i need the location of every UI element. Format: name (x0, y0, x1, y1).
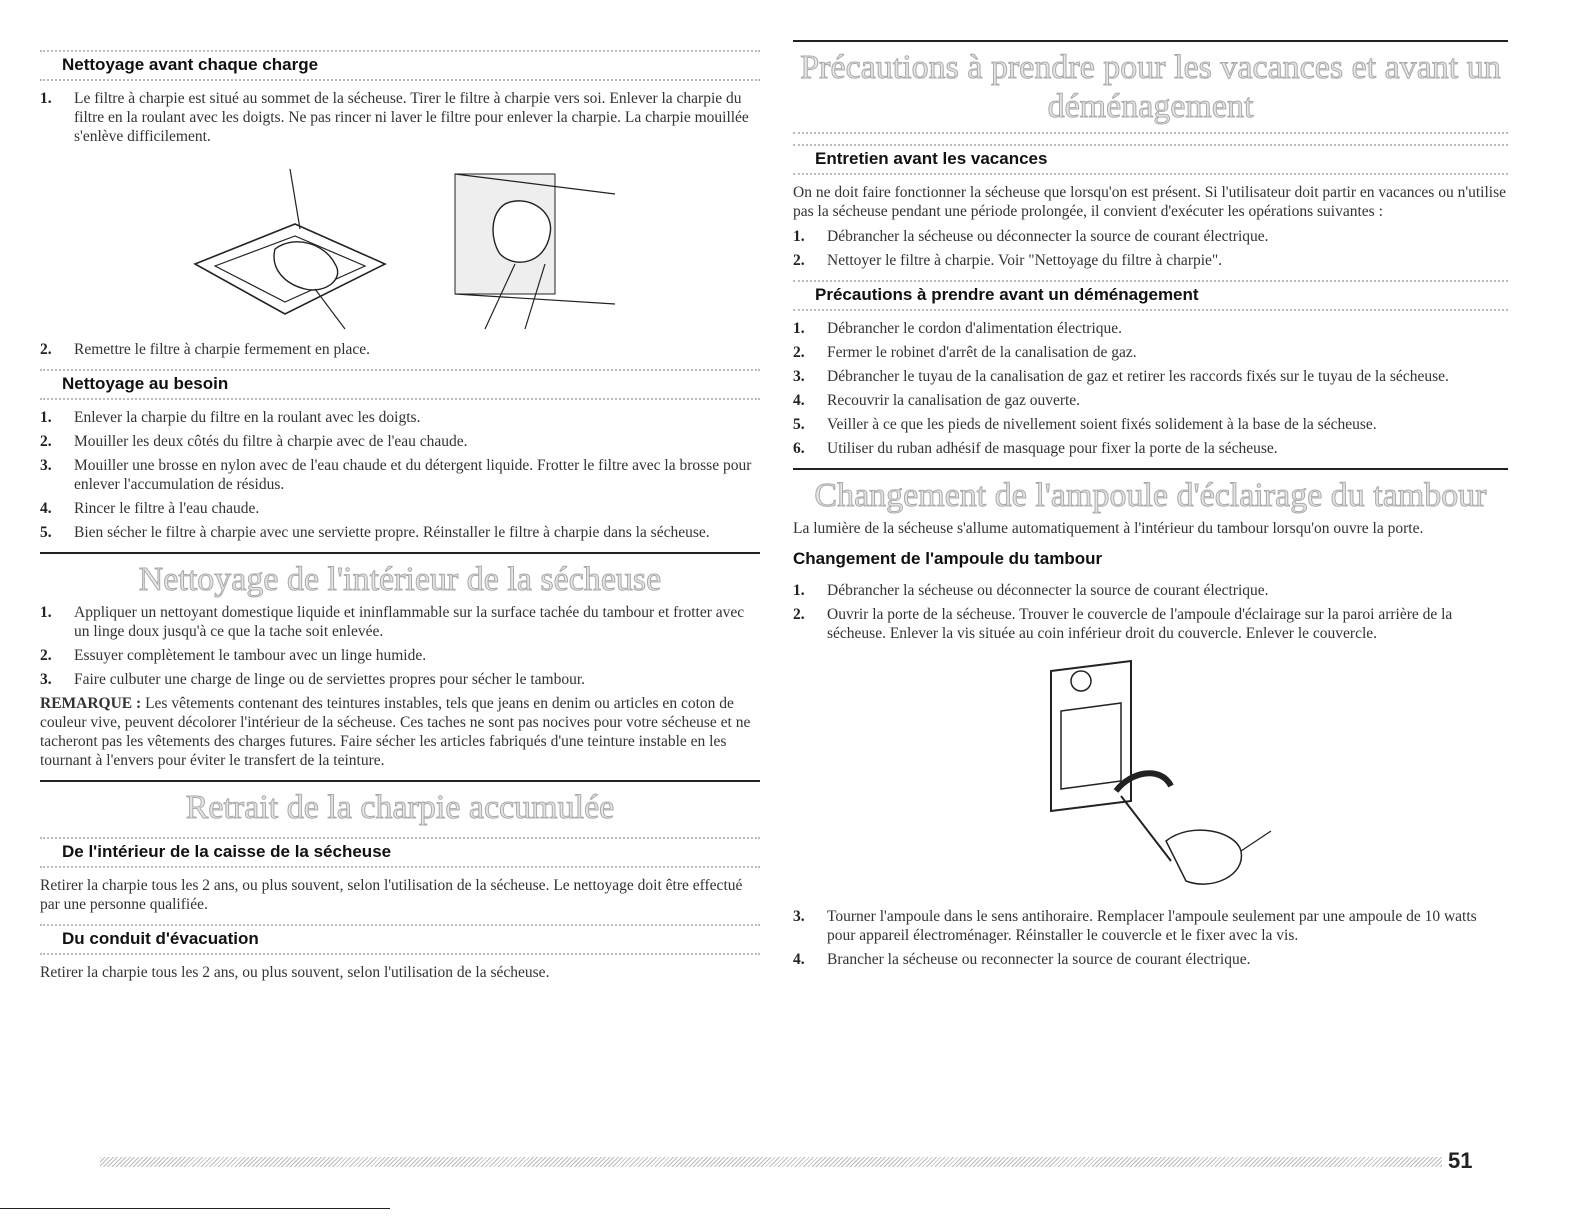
list-item: 3. Débrancher le tuyau de la canalisation de gaz et retirer les raccords fixés sur le tuyau de la sécheuse. (793, 368, 1449, 386)
list-item: 1. Débrancher la sécheuse ou déconnecter la source de courant électrique. (793, 228, 1269, 246)
body-paragraph: Retirer la charpie tous les 2 ans, ou plus souvent, selon l'utilisation de la sécheuse. (40, 964, 550, 982)
step-list (40, 89, 760, 146)
list-item: 6. Utiliser du ruban adhésif de masquage pour fixer la porte de la sécheuse. (793, 440, 1278, 458)
list-item: 1. Le filtre à charpie est situé au sommet de la sécheuse. Tirer le filtre à charpie vers soi. Enlever la charpie du filtre en la roulant avec les doigts. Ne pas rincer ni laver le filtre pour enlever la charpie. La charpie mouillée s'enlève difficilement. (40, 90, 749, 145)
list-item: 2. Ouvrir la porte de la sécheuse. Trouver le couvercle de l'ampoule d'éclairage sur la paroi arrière de la sécheuse. Enlever la vis située au coin inférieur droit du couvercle. Enlever le couvercle. (793, 606, 1453, 643)
body-paragraph: Retirer la charpie tous les 2 ans, ou plus souvent, selon l'utilisation de la sécheuse. Le nettoyage doit être effectué par une personne qualifiée. (40, 877, 743, 914)
body-paragraph: On ne doit faire fonctionner la sécheuse que lorsqu'on est présent. Si l'utilisateur doit partir en vacances ou n'utilise pas la sécheuse pendant une période prolongée, il convient d'exécuter les opérations suivantes : (793, 184, 1506, 221)
note-label: REMARQUE : (40, 695, 142, 713)
lamp-cover-illustration-wrap (793, 651, 1508, 901)
section-heading: Du conduit d'évacuation (40, 924, 760, 955)
right-column (793, 40, 1508, 974)
footer-rule (100, 1157, 1445, 1167)
section-heading: De l'intérieur de la caisse de la sécheuse (40, 837, 760, 868)
list-item: 5. Veiller à ce que les pieds de nivellement soient fixés solidement à la base de la sécheuse. (793, 416, 1377, 434)
list-item: 4. Rincer le filtre à l'eau chaude. (40, 500, 260, 517)
list-item: 2. Fermer le robinet d'arrêt de la canalisation de gaz. (793, 344, 1137, 362)
list-item: 3. Mouiller une brosse en nylon avec de l'eau chaude et du détergent liquide. Frotter le filtre avec la brosse pour enlever l'accumulation de résidus. (40, 457, 752, 493)
lint-removal-illustration (445, 154, 625, 334)
list-item: 2. Remettre le filtre à charpie fermement en place. (40, 341, 371, 358)
list-item: 3. Faire culbuter une charge de linge ou de serviettes propres pour sécher le tambour. (40, 671, 586, 689)
list-item: 4. Brancher la sécheuse ou reconnecter la source de courant électrique. (793, 951, 1251, 969)
lamp-cover-removal-illustration (1021, 651, 1281, 901)
lint-filter-illustrations (40, 154, 760, 334)
list-item: 3. Tourner l'ampoule dans le sens antihoraire. Remplacer l'ampoule seulement par une ampoule de 10 watts pour appareil électroménager. Réinstaller le couvercle et le fixer avec la vis. (793, 908, 1477, 945)
left-column (40, 40, 760, 988)
list-item: 2. Essuyer complètement le tambour avec un linge humide. (40, 647, 427, 665)
section-title: Précautions à prendre pour les vacances et avant un déménagement (793, 40, 1508, 134)
step-list (793, 319, 1508, 458)
list-item: 4. Recouvrir la canalisation de gaz ouverte. (793, 392, 1081, 410)
step-list (793, 581, 1508, 643)
step-list (793, 227, 1508, 270)
lint-filter-pull-illustration (175, 154, 405, 334)
section-heading: Entretien avant les vacances (793, 144, 1508, 175)
body-paragraph: La lumière de la sécheuse s'allume automatiquement à l'intérieur du tambour lorsqu'on ouvre la porte. (793, 520, 1424, 538)
list-item: 1. Débrancher le cordon d'alimentation électrique. (793, 320, 1123, 338)
list-item: 1. Enlever la charpie du filtre en la roulant avec les doigts. (40, 409, 421, 426)
section-heading: Changement de l'ampoule du tambour (793, 549, 1103, 569)
page-number: 51 (1442, 1148, 1478, 1174)
step-list (40, 408, 760, 542)
section-heading: Précautions à prendre avant un déménagement (793, 280, 1508, 311)
step-list (40, 603, 760, 689)
list-item: 1. Débrancher la sécheuse ou déconnecter la source de courant électrique. (793, 582, 1269, 600)
step-list (793, 907, 1508, 969)
note-paragraph: REMARQUE : Les vêtements contenant des teintures instables, tels que jeans en denim ou articles en coton de couleur vive, peuvent décolorer l'intérieur de la sécheuse. Ces taches ne sont pas nocives pour votre sécheuse et ne tacheront pas les vêtements des charges futures. Faire sécher les articles fabriqués d'une teinture instable en les tournant à l'envers pour éviter le transfert de la teinture. (40, 695, 751, 770)
list-item: 2. Mouiller les deux côtés du filtre à charpie avec de l'eau chaude. (40, 433, 468, 450)
list-item: 5. Bien sécher le filtre à charpie avec une serviette propre. Réinstaller le filtre à charpie dans la sécheuse. (40, 524, 710, 541)
list-item: 2. Nettoyer le filtre à charpie. Voir "Nettoyage du filtre à charpie". (793, 252, 1223, 270)
step-list (40, 340, 760, 359)
list-item: 1. Appliquer un nettoyant domestique liquide et ininflammable sur la surface tachée du tambour et frotter avec un linge doux jusqu'à ce que la tache soit enlevée. (40, 604, 745, 641)
section-title: Changement de l'ampoule d'éclairage du tambour (793, 468, 1508, 515)
section-title: Retrait de la charpie accumulée (40, 780, 760, 827)
section-heading: Nettoyage au besoin (40, 369, 760, 400)
section-title: Nettoyage de l'intérieur de la sécheuse (40, 552, 760, 599)
bottom-rule (0, 1208, 390, 1209)
section-heading: Nettoyage avant chaque charge (40, 50, 760, 81)
